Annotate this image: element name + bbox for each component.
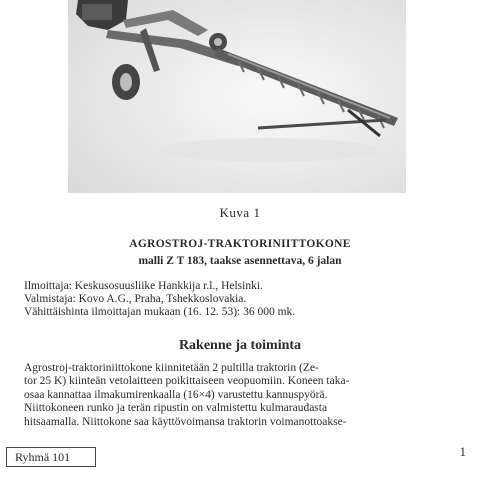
body-line: tor 25 K) kiinteän vetolaitteen poikittaiseen veopuomiin. Koneen taka- xyxy=(24,375,350,388)
info-line-manufacturer: Valmistaja: Kovo A.G., Praha, Tshekkoslovakia. xyxy=(24,293,247,305)
section-heading: Rakenne ja toiminta xyxy=(178,338,302,353)
info-line-price: Vähittäishinta ilmoittajan mukaan (16. 12. 53): 36 000 mk. xyxy=(24,306,296,318)
mower-illustration xyxy=(68,0,406,193)
tractor-mower-photo xyxy=(68,0,406,193)
document-subtitle: malli Z T 183, taakse asennettava, 6 jalan xyxy=(138,255,342,267)
figure-caption: Kuva 1 xyxy=(219,205,261,220)
info-line-announcer: Ilmoittaja: Keskusosuusliike Hankkija r.l., Helsinki. xyxy=(24,280,263,292)
document-title: AGROSTROJ-TRAKTORINIITTOKONE xyxy=(129,238,351,250)
page-number: 1 xyxy=(459,444,466,459)
info-block xyxy=(24,280,474,319)
group-label: Ryhmä 101 xyxy=(6,447,96,467)
body-text xyxy=(24,362,476,429)
body-line: Niittokoneen runko ja terän ripustin on valmistettu kulmaraudasta xyxy=(24,402,328,415)
body-line: hitsaamalla. Niittokone saa käyttövoimansa traktorin voimanottoakse- xyxy=(24,415,347,428)
body-line: osaa kannattaa ilmakumirenkaalla (16×4) varustettu kannuspyörä. xyxy=(24,388,328,401)
body-line: Agrostroj-traktoriniittokone kiinnitetään 2 pultilla traktorin (Ze- xyxy=(24,362,319,374)
